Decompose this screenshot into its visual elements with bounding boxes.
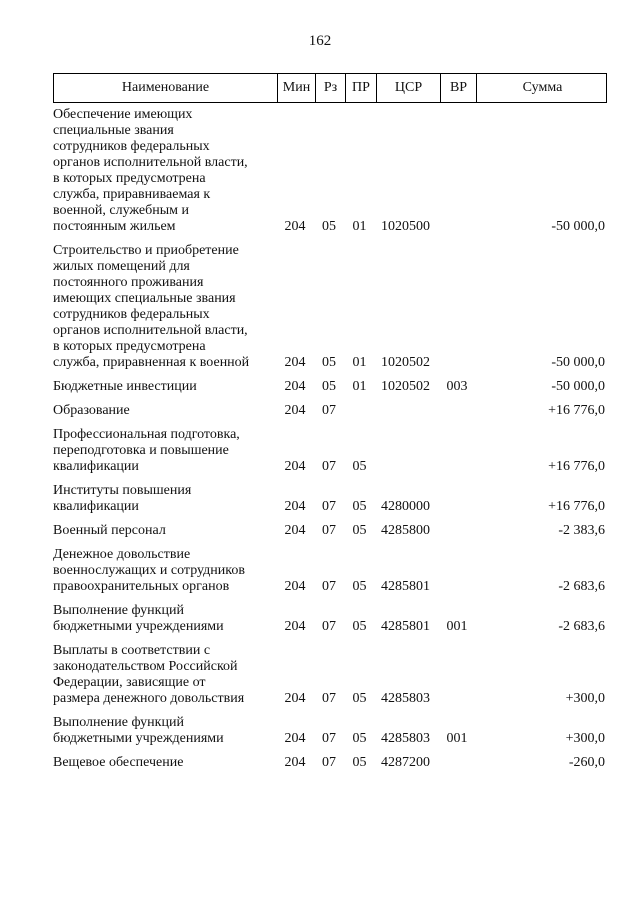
cell-csr (375, 403, 439, 419)
table-body (53, 107, 607, 771)
table-row (53, 483, 607, 515)
table-row (53, 403, 607, 419)
cell-rz: 07 (322, 579, 336, 594)
cell-rz: 05 (322, 219, 336, 234)
cell-sum: -2 683,6 (558, 619, 605, 634)
cell-min: 204 (284, 459, 306, 474)
cell-vr (439, 427, 475, 475)
cell-csr: 1020502 (381, 379, 430, 394)
cell-sum: +300,0 (565, 731, 605, 746)
cell-vr (439, 755, 475, 771)
cell-sum: -2 683,6 (558, 579, 605, 594)
header-pr: ПР (345, 74, 376, 102)
cell-name: Вещевое обеспечение (53, 755, 184, 770)
cell-name: Выполнение функций бюджетными учреждениями (53, 603, 224, 634)
cell-min: 204 (284, 691, 306, 706)
header-min: Мин (277, 74, 315, 102)
cell-pr (344, 403, 375, 419)
cell-pr: 01 (352, 219, 367, 234)
cell-min: 204 (284, 523, 306, 538)
cell-rz: 07 (322, 691, 336, 706)
cell-pr: 05 (352, 459, 367, 474)
cell-sum: +16 776,0 (548, 499, 605, 514)
cell-name: Выплаты в соответствии с законодательством Российской Федерации, зависящие от размера денежного довольствия (53, 643, 245, 706)
cell-min: 204 (284, 731, 306, 746)
cell-pr: 05 (352, 579, 367, 594)
cell-pr: 05 (352, 731, 367, 746)
table-header (53, 73, 607, 103)
cell-name: Профессиональная подготовка, переподготовка и повышение квалификации (53, 427, 240, 474)
cell-name: Военный персонал (53, 523, 166, 538)
cell-name: Бюджетные инвестиции (53, 379, 197, 394)
cell-min: 204 (284, 619, 306, 634)
cell-vr: 003 (446, 379, 468, 394)
cell-vr (439, 643, 475, 707)
header-rz: Рз (315, 74, 345, 102)
cell-name: Выполнение функций бюджетными учреждениями (53, 715, 224, 746)
header-name: Наименование (121, 80, 210, 95)
cell-rz: 05 (322, 355, 336, 370)
cell-min: 204 (284, 219, 306, 234)
table-row (53, 643, 607, 707)
cell-min: 204 (284, 579, 306, 594)
cell-pr: 01 (352, 379, 367, 394)
cell-vr (439, 547, 475, 595)
cell-sum: -260,0 (568, 755, 605, 770)
cell-name: Обеспечение имеющих специальные звания сотрудников федеральных органов исполнительной власти, в которых предусмотрена служба, приравниваемая к военной, служебным и постоянным жильем (53, 107, 248, 234)
cell-pr: 05 (352, 691, 367, 706)
cell-pr: 05 (352, 523, 367, 538)
cell-name: Институты повышения квалификации (53, 483, 192, 514)
table-row (53, 715, 607, 747)
cell-rz: 07 (322, 499, 336, 514)
cell-min: 204 (284, 499, 306, 514)
table-row (53, 603, 607, 635)
cell-min: 204 (284, 755, 306, 770)
cell-min: 204 (284, 379, 306, 394)
table-row (53, 107, 607, 235)
table-row (53, 547, 607, 595)
cell-vr: 001 (446, 731, 468, 746)
cell-csr: 4280000 (381, 499, 430, 514)
cell-vr (439, 107, 475, 235)
cell-csr: 4285801 (381, 619, 430, 634)
cell-sum: +300,0 (565, 691, 605, 706)
cell-sum: -50 000,0 (551, 355, 605, 370)
table-row (53, 243, 607, 371)
cell-pr: 01 (352, 355, 367, 370)
cell-csr: 4285801 (381, 579, 430, 594)
cell-csr: 1020502 (381, 355, 430, 370)
header-csr: ЦСР (376, 74, 440, 102)
budget-table (53, 73, 607, 779)
table-row (53, 379, 607, 395)
cell-rz: 07 (322, 403, 336, 418)
cell-sum: +16 776,0 (548, 459, 605, 474)
cell-pr: 05 (352, 755, 367, 770)
cell-rz: 07 (322, 755, 336, 770)
page-number: 162 (308, 33, 332, 49)
table-row (53, 755, 607, 771)
cell-min: 204 (284, 403, 306, 418)
cell-name: Образование (53, 403, 130, 418)
cell-rz: 07 (322, 619, 336, 634)
table-row (53, 523, 607, 539)
cell-vr (439, 523, 475, 539)
cell-rz: 07 (322, 731, 336, 746)
cell-vr (439, 243, 475, 371)
cell-csr: 4285803 (381, 731, 430, 746)
cell-sum: +16 776,0 (548, 403, 605, 418)
header-vr: ВР (440, 74, 476, 102)
cell-csr: 4287200 (381, 755, 430, 770)
cell-rz: 05 (322, 379, 336, 394)
cell-sum: -50 000,0 (551, 219, 605, 234)
cell-csr (375, 427, 439, 475)
cell-pr: 05 (352, 499, 367, 514)
cell-rz: 07 (322, 459, 336, 474)
cell-name: Денежное довольствие военнослужащих и сотрудников правоохранительных органов (53, 547, 245, 594)
cell-sum: -50 000,0 (551, 379, 605, 394)
table-row (53, 427, 607, 475)
cell-name: Строительство и приобретение жилых помещений для постоянного проживания имеющих специальные звания сотрудников федеральных органов исполнительной власти, в которых предусмотрена служба, приравненная к военной (53, 243, 250, 370)
cell-vr (439, 403, 475, 419)
cell-vr: 001 (446, 619, 468, 634)
cell-csr: 4285800 (381, 523, 430, 538)
cell-csr: 1020500 (381, 219, 430, 234)
header-sum: Сумма (476, 74, 608, 102)
cell-rz: 07 (322, 523, 336, 538)
cell-pr: 05 (352, 619, 367, 634)
cell-csr: 4285803 (381, 691, 430, 706)
cell-vr (439, 483, 475, 515)
cell-min: 204 (284, 355, 306, 370)
cell-sum: -2 383,6 (558, 523, 605, 538)
